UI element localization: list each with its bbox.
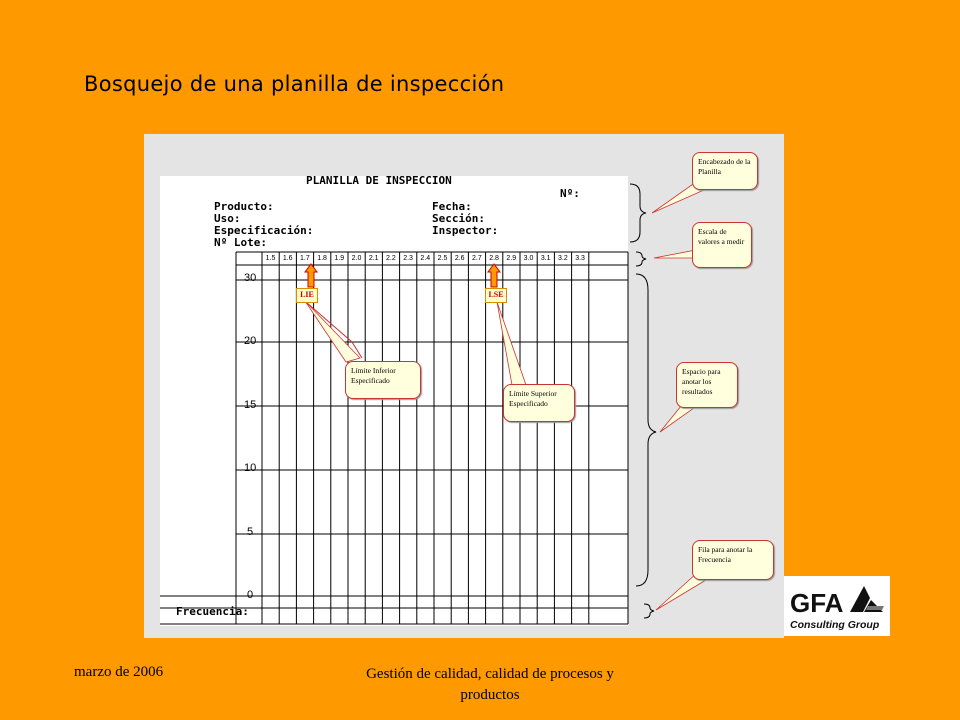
footer-subject: Gestión de calidad, calidad de procesos y productos [366,666,614,703]
lie-up-arrow-icon [305,264,317,287]
frequency-label: Frecuencia: [176,605,249,618]
logo-brand: GFA [790,588,844,618]
sheet-number-label: Nº: [560,187,580,200]
scale-brace [636,252,646,266]
scale-value: 2.7 [472,255,482,262]
callout-espacio: Espacio para anotar los resultados [676,362,738,408]
field-lote: Nº Lote: [214,236,267,249]
scale-value: 1.8 [317,255,327,262]
field-seccion: Sección: [432,212,485,225]
scale-value: 2.4 [420,255,431,262]
field-inspector: Inspector: [432,224,499,237]
gfa-logo [784,576,890,636]
y-tick-15: 15 [244,399,257,411]
scale-value: 1.5 [265,255,276,262]
scale-value: 2.1 [368,255,379,262]
field-especificacion: Especificación: [214,224,314,237]
scale-value: 3.2 [558,255,568,262]
callout-limite-superior: Límite Superior Especificado [503,384,575,422]
y-tick-30: 30 [244,272,257,284]
callout-escala: Escala de valores a medir [692,222,752,268]
callout-fila: Fila para anotar la Frecuencia [692,540,774,580]
logo-sub: Consulting Group [790,619,880,631]
scale-value: 3.0 [523,255,534,262]
scale-value: 2.3 [403,255,413,262]
scale-value: 2.5 [437,255,448,262]
results-brace [636,274,656,586]
field-producto: Producto: [214,200,274,213]
sheet-title: PLANILLA DE INSPECCION [306,174,452,187]
scale-value: 2.9 [506,255,517,262]
lie-tag: LIE [296,288,318,303]
scale-value: 2.2 [386,255,396,262]
lse-tag: LSE [485,288,507,303]
y-tick-0: 0 [247,589,254,601]
y-tick-10: 10 [244,462,257,474]
slide-title: Bosquejo de una planilla de inspección [84,72,505,96]
lse-up-arrow-icon [488,264,500,287]
y-tick-20: 20 [244,335,257,347]
scale-value: 1.7 [300,255,310,262]
field-uso: Uso: [214,212,241,225]
scale-value: 2.0 [351,255,362,262]
field-fecha: Fecha: [432,200,472,213]
scale-value: 1.9 [334,255,345,262]
lim-superior-pointer [497,302,526,385]
scale-value: 2.8 [489,255,499,262]
callout-limite-inferior: Límite Inferior Especificado [345,361,421,399]
header-brace [630,184,646,242]
footer-date: marzo de 2006 [74,664,164,680]
frequency-brace [644,604,654,618]
scale-value: 1.6 [282,255,293,262]
y-tick-5: 5 [247,526,254,538]
scale-value: 2.6 [454,255,465,262]
scale-value: 3.1 [540,255,551,262]
callout-encabezado: Encabezado de la Planilla [692,152,758,190]
scale-value: 3.3 [575,255,585,262]
lim-inferior-pointer-fill [305,301,360,362]
